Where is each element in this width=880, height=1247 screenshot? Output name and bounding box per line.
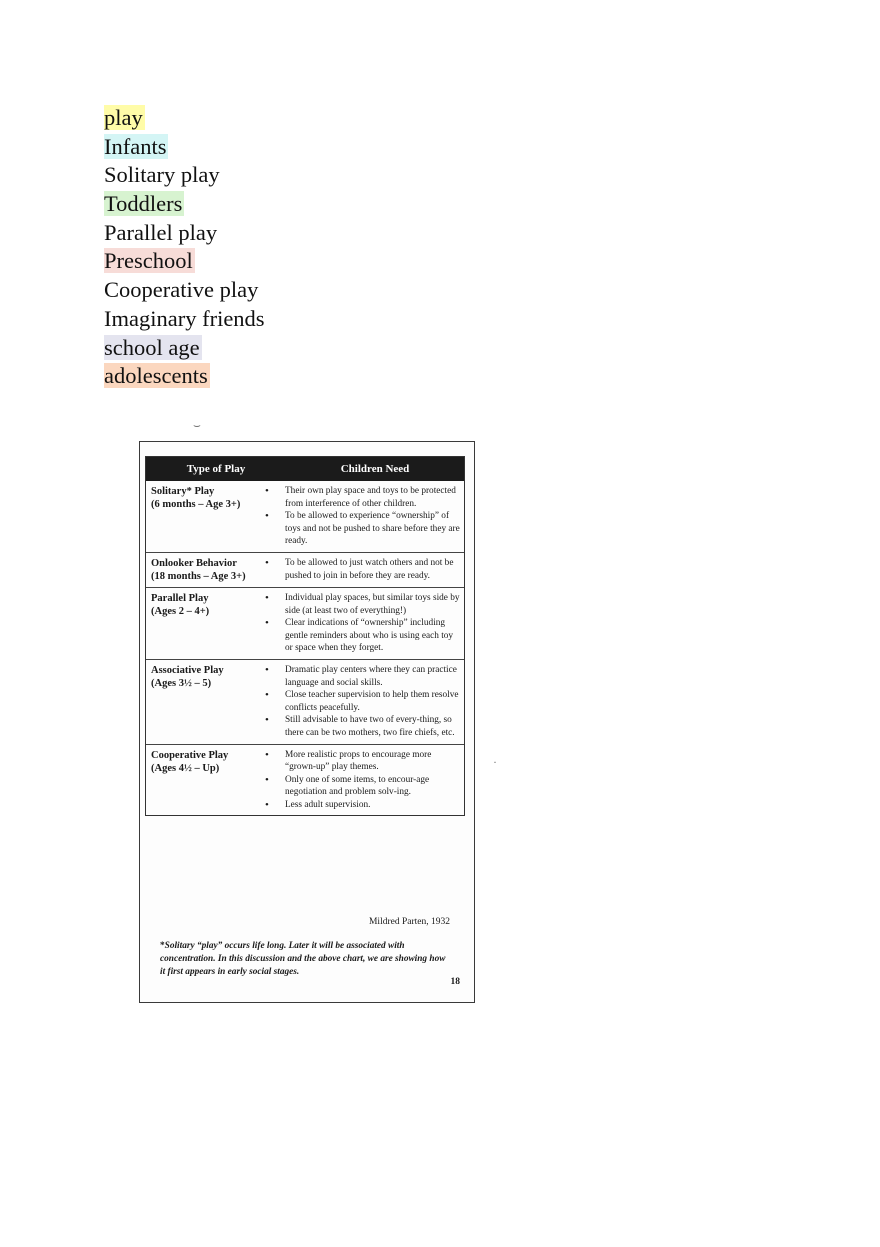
word-list-item	[104, 190, 267, 219]
word-text: play	[104, 105, 143, 130]
table-row	[146, 744, 464, 816]
footnote	[160, 940, 450, 979]
play-type-cell	[146, 481, 264, 552]
play-type-age: (Ages 3½ – 5)	[151, 677, 212, 689]
table-header	[146, 457, 464, 481]
play-type-cell	[146, 660, 264, 744]
need-list-item: • Close teacher supervision to help them resolve conflicts peacefully.	[264, 689, 460, 714]
footnote-star: *	[160, 941, 165, 951]
word-list-item	[104, 219, 267, 248]
word-list-item	[104, 362, 267, 391]
play-type-name: Onlooker Behavior	[151, 557, 237, 569]
play-type-cell	[146, 588, 264, 659]
word-list-item	[104, 104, 267, 133]
word-list-item	[104, 133, 267, 162]
need-list-item: • Individual play spaces, but similar toys side by side (at least two of everything!)	[264, 592, 460, 617]
play-type-age: (6 months – Age 3+)	[151, 499, 241, 510]
word-list	[104, 104, 267, 391]
play-type-name: Parallel Play	[151, 592, 209, 604]
header-children-need: Children Need	[340, 463, 410, 475]
play-type-age: (Ages 2 – 4+)	[151, 605, 210, 617]
need-list-item: • Dramatic play centers where they can practice language and social skills.	[264, 664, 460, 689]
scanned-chart-image	[139, 441, 475, 1003]
word-text: Imaginary friends	[104, 305, 265, 331]
need-list-item: • Their own play space and toys to be protected from interference of other children.	[264, 485, 460, 510]
word-list-item	[104, 247, 267, 276]
play-type-age: (18 months – Age 3+)	[151, 570, 246, 582]
play-type-cell	[146, 553, 264, 587]
word-text: Parallel play	[104, 219, 218, 245]
table-row	[146, 659, 464, 744]
word-list-item	[104, 334, 267, 363]
table-body	[146, 481, 464, 815]
table-row	[146, 587, 464, 659]
need-list-item: • To be allowed to experience “ownership” of toys and not be pushed to share before they are ready.	[264, 510, 460, 548]
children-need-cell	[264, 553, 464, 587]
attribution: Mildred Parten, 1932	[368, 917, 450, 927]
children-need-cell	[264, 660, 464, 744]
play-type-name: Solitary* Play	[151, 486, 215, 497]
table-row	[146, 481, 464, 552]
play-type-age: (Ages 4½ – Up)	[151, 762, 220, 774]
word-text: school age	[104, 334, 200, 360]
word-text: Solitary play	[104, 162, 220, 188]
need-list-item: • Only one of some items, to encour-age negotiation and problem solv-ing.	[264, 774, 460, 799]
play-types-table	[145, 456, 465, 816]
word-text: adolescents	[104, 363, 208, 389]
header-type-of-play: Type of Play	[186, 463, 246, 475]
word-list-item	[104, 276, 267, 305]
word-text: Toddlers	[104, 191, 183, 217]
play-type-name: Cooperative Play	[151, 749, 229, 761]
word-text: Preschool	[104, 248, 193, 274]
footnote-text: Solitary “play” occurs life long. Later it will be associated with concentration. In this discussion and the above chart, we are showing how it first appears in early social stages.	[160, 941, 446, 977]
need-list-item: • More realistic props to encourage more “grown-up” play themes.	[264, 749, 460, 774]
need-list	[264, 557, 460, 582]
need-list	[264, 749, 460, 812]
play-type-cell	[146, 745, 264, 816]
need-list	[264, 592, 460, 655]
need-list-item: • To be allowed to just watch others and not be pushed to join in before they are ready.	[264, 557, 460, 582]
scan-speck: ⌣	[193, 418, 201, 432]
page-number: 18	[450, 977, 460, 987]
word-list-item	[104, 305, 267, 334]
word-text: Cooperative play	[104, 277, 259, 303]
scan-speck: ·	[493, 755, 497, 769]
table-row	[146, 552, 464, 587]
play-type-name: Associative Play	[151, 664, 224, 676]
children-need-cell	[264, 481, 464, 552]
need-list-item: • Still advisable to have two of every-thing, so there can be two mothers, two fire chiefs, etc.	[264, 714, 460, 739]
need-list	[264, 664, 460, 740]
need-list-item: • Less adult supervision.	[264, 799, 460, 812]
word-text: Infants	[104, 133, 167, 159]
need-list	[264, 485, 460, 548]
children-need-cell	[264, 588, 464, 659]
word-list-item	[104, 161, 267, 190]
children-need-cell	[264, 745, 464, 816]
need-list-item: • Clear indications of “ownership” including gentle reminders about who is using each toy or space when they forget.	[264, 617, 460, 655]
